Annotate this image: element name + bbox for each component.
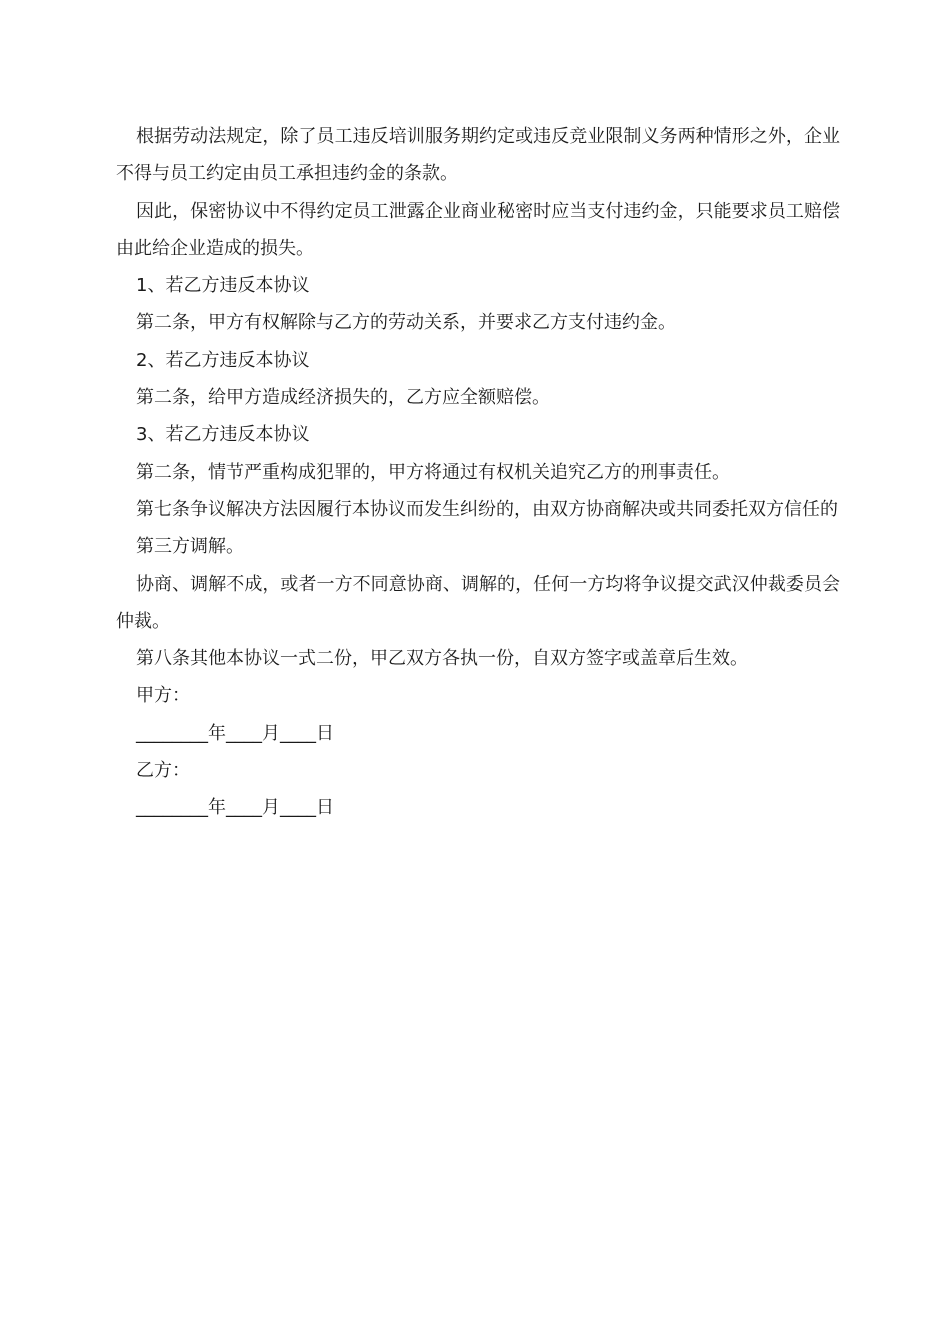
- paragraph-12: 第八条其他本协议一式二份，甲乙双方各执一份，自双方签字或盖章后生效。: [136, 648, 748, 670]
- party-b-date-line: ________年____月____日: [136, 797, 334, 819]
- document-body: [116, 118, 840, 827]
- paragraph-10: 第三方调解。: [136, 536, 244, 558]
- paragraph-3: 1、若乙方违反本协议: [136, 275, 310, 297]
- paragraph-9: 第七条争议解决方法因履行本协议而发生纠纷的，由双方协商解决或共同委托双方信任的: [136, 498, 838, 520]
- paragraph-2: 因此，保密协议中不得约定员工泄露企业商业秘密时应当支付违约金，只能要求员工赔偿由此给企业造成的损失。: [116, 200, 840, 259]
- party-a-date-line: ________年____月____日: [136, 722, 334, 744]
- paragraph-5: 2、若乙方违反本协议: [136, 349, 310, 371]
- paragraph-4: 第二条，甲方有权解除与乙方的劳动关系，并要求乙方支付违约金。: [136, 312, 676, 334]
- paragraph-6: 第二条，给甲方造成经济损失的，乙方应全额赔偿。: [136, 387, 550, 409]
- party-a-label: 甲方：: [136, 685, 190, 707]
- paragraph-7: 3、若乙方违反本协议: [136, 424, 310, 446]
- party-b-label: 乙方：: [136, 760, 190, 782]
- paragraph-11: 协商、调解不成，或者一方不同意协商、调解的，任何一方均将争议提交武汉仲裁委员会仲裁。: [116, 573, 840, 632]
- paragraph-8: 第二条，情节严重构成犯罪的，甲方将通过有权机关追究乙方的刑事责任。: [136, 461, 730, 483]
- paragraph-1: 根据劳动法规定，除了员工违反培训服务期约定或违反竞业限制义务两种情形之外，企业不得与员工约定由员工承担违约金的条款。: [116, 126, 840, 185]
